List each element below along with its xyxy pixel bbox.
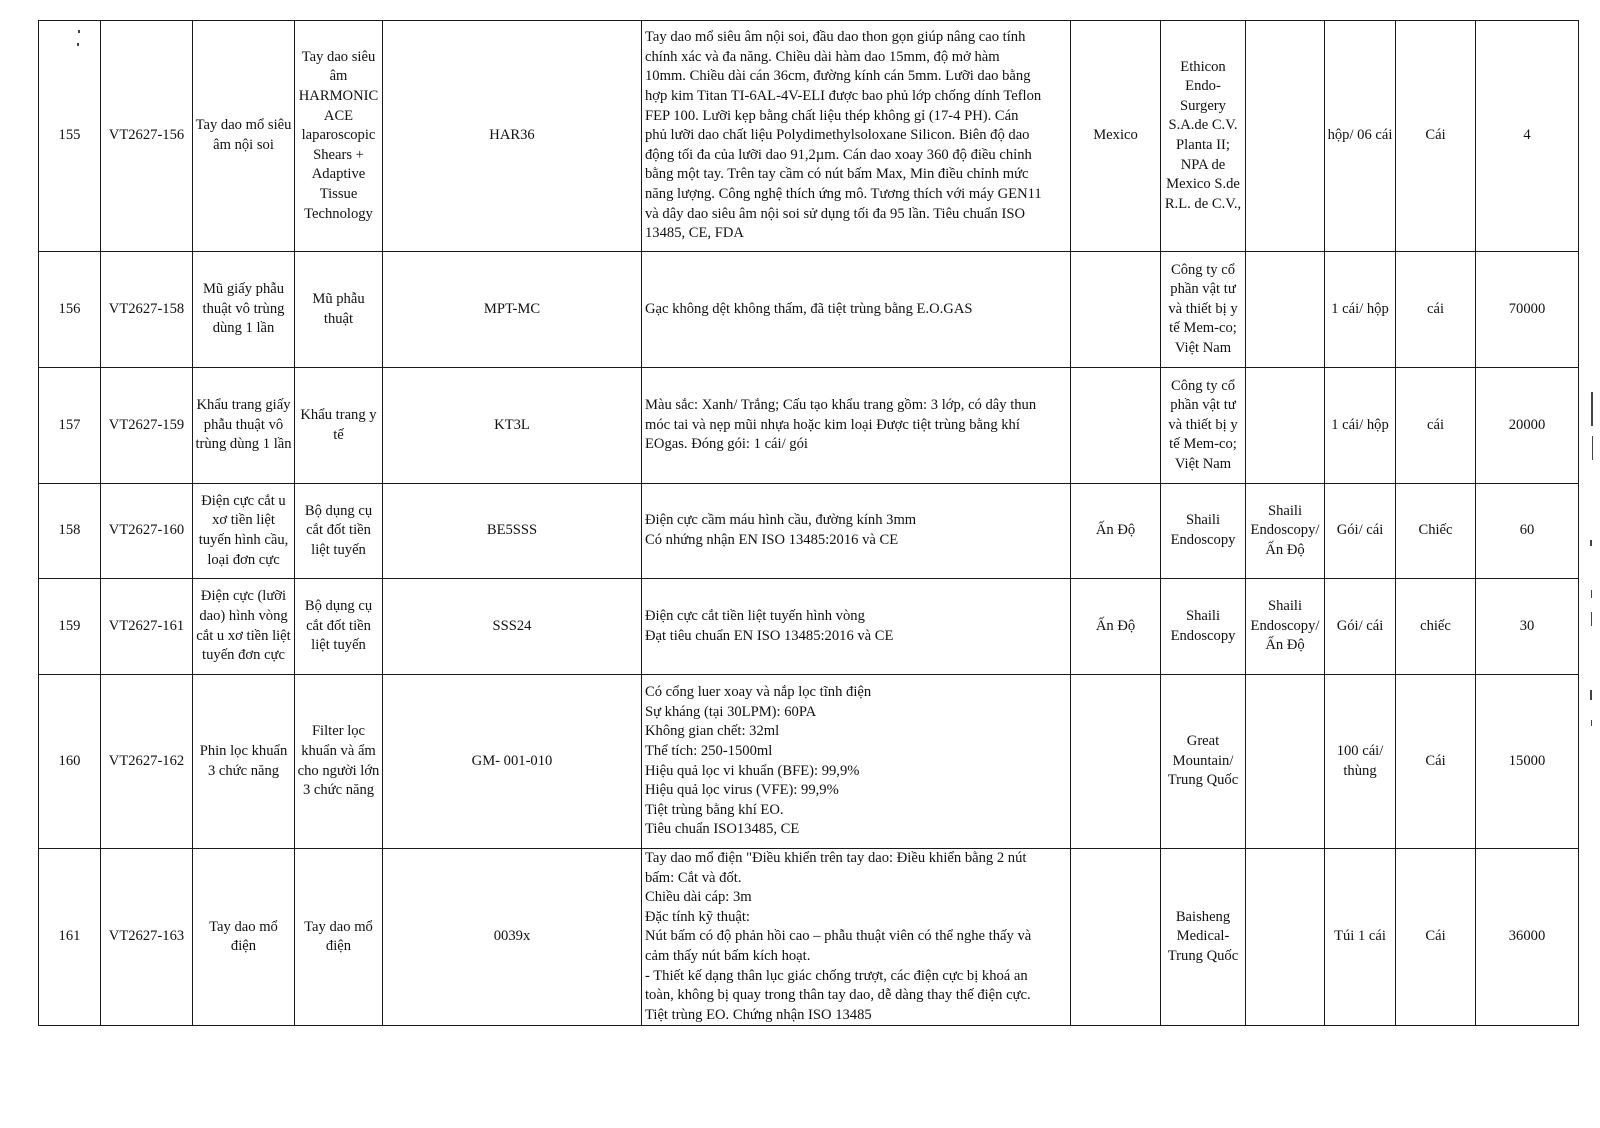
spec-line: Tiệt trùng EO. Chứng nhận ISO 13485 <box>645 1006 872 1023</box>
cell-name: Tay dao mổ điện <box>193 849 295 1026</box>
cell-code: VT2627-163 <box>101 849 193 1026</box>
cell-unit: Cái <box>1396 675 1476 849</box>
cell-name: Điện cực (lưỡi dao) hình vòng cắt u xơ tiền liệt tuyến đơn cực <box>193 579 295 675</box>
cell-model: HAR36 <box>383 21 642 252</box>
cell-owner <box>1246 21 1325 252</box>
cell-specification <box>642 675 1071 849</box>
cell-code: VT2627-158 <box>101 252 193 368</box>
spec-line: Đạt tiêu chuẩn EN ISO 13485:2016 và CE <box>645 627 894 644</box>
cell-origin <box>1071 849 1161 1026</box>
cell-code: VT2627-159 <box>101 368 193 484</box>
equipment-table <box>38 20 1579 1026</box>
cell-origin: Ấn Độ <box>1071 579 1161 675</box>
cell-packing: 1 cái/ hộp <box>1325 368 1396 484</box>
cell-name: Phin lọc khuẩn 3 chức năng <box>193 675 295 849</box>
cell-packing: Gói/ cái <box>1325 579 1396 675</box>
table-body <box>39 21 1579 1026</box>
table-row <box>39 368 1579 484</box>
cell-stt: 161 <box>39 849 101 1026</box>
cell-commercial-name: Tay dao mổ điện <box>295 849 383 1026</box>
cell-model: MPT-MC <box>383 252 642 368</box>
cell-name: Mũ giấy phẫu thuật vô trùng dùng 1 lần <box>193 252 295 368</box>
cell-owner <box>1246 849 1325 1026</box>
cell-manufacturer: Shaili Endoscopy <box>1161 579 1246 675</box>
cell-commercial-name: Bộ dụng cụ cắt đốt tiền liệt tuyến <box>295 484 383 579</box>
cell-stt: 160 <box>39 675 101 849</box>
cell-commercial-name: Khẩu trang y tế <box>295 368 383 484</box>
spec-line: Hiệu quả lọc vi khuẩn (BFE): 99,9% <box>645 762 860 779</box>
cell-quantity: 20000 <box>1476 368 1579 484</box>
cell-quantity: 70000 <box>1476 252 1579 368</box>
spec-line: Tay dao mổ siêu âm nội soi, đầu dao thon gọn giúp nâng cao tính <box>645 29 1026 46</box>
table-row <box>39 849 1579 1026</box>
cell-specification <box>642 484 1071 579</box>
cell-manufacturer: Shaili Endoscopy <box>1161 484 1246 579</box>
cell-specification <box>642 21 1071 252</box>
cell-commercial-name: Tay dao siêu âm HARMONIC ACE laparoscopic Shears + Adaptive Tissue Technology <box>295 21 383 252</box>
cell-unit: chiếc <box>1396 579 1476 675</box>
cell-name: Khẩu trang giấy phẫu thuật vô trùng dùng 1 lần <box>193 368 295 484</box>
cell-code: VT2627-162 <box>101 675 193 849</box>
spec-line: Tiêu chuẩn ISO13485, CE <box>645 821 800 838</box>
spec-line: Nút bấm có độ phản hồi cao – phẫu thuật viên có thể nghe thấy và <box>645 928 1032 945</box>
spec-line: Có cổng luer xoay và nắp lọc tĩnh điện <box>645 684 872 701</box>
cell-stt: 158 <box>39 484 101 579</box>
cell-manufacturer: Great Mountain/ Trung Quốc <box>1161 675 1246 849</box>
spec-line: Sự kháng (tại 30LPM): 60PA <box>645 703 817 720</box>
spec-line: FEP 100. Lưỡi kẹp bằng chất liệu thép không gỉ (17-4 PH). Cán <box>645 107 1019 124</box>
cell-commercial-name: Bộ dụng cụ cắt đốt tiền liệt tuyến <box>295 579 383 675</box>
table-row <box>39 675 1579 849</box>
spec-line: Điện cực cầm máu hình cầu, đường kính 3mm <box>645 512 917 529</box>
cell-commercial-name: Mũ phẫu thuật <box>295 252 383 368</box>
spec-line: Màu sắc: Xanh/ Trắng; Cấu tạo khẩu trang gồm: 3 lớp, có dây thun <box>645 397 1037 414</box>
cell-name: Tay dao mổ siêu âm nội soi <box>193 21 295 252</box>
scan-mark <box>1592 436 1593 460</box>
cell-specification <box>642 368 1071 484</box>
cell-quantity: 30 <box>1476 579 1579 675</box>
cell-unit: cái <box>1396 368 1476 484</box>
cell-model: BE5SSS <box>383 484 642 579</box>
cell-packing: Gói/ cái <box>1325 484 1396 579</box>
cell-unit: Cái <box>1396 849 1476 1026</box>
cell-quantity: 36000 <box>1476 849 1579 1026</box>
cell-specification <box>642 579 1071 675</box>
cell-origin <box>1071 675 1161 849</box>
scan-mark <box>1590 690 1592 700</box>
cell-stt: 159 <box>39 579 101 675</box>
cell-owner <box>1246 252 1325 368</box>
scan-mark <box>1591 590 1592 598</box>
cell-origin: Ấn Độ <box>1071 484 1161 579</box>
spec-line: Tay dao mổ điện "Điều khiển trên tay dao: Điều khiển bằng 2 nút <box>645 850 1027 866</box>
scan-mark <box>1591 392 1593 426</box>
cell-origin <box>1071 368 1161 484</box>
spec-line: Điện cực cắt tiền liệt tuyến hình vòng <box>645 607 865 624</box>
spec-line: móc tai và nẹp mũi nhựa hoặc kim loại Được tiệt trùng bằng khí <box>645 416 1020 433</box>
scan-mark <box>1591 612 1592 626</box>
spec-line: toàn, không bị quay trong thân tay dao, dễ dàng thay thế điện cực. <box>645 987 1031 1004</box>
spec-line: hợp kim Titan TI-6AL-4V-ELI được bao phủ lớp chống dính Teflon <box>645 88 1042 105</box>
scan-mark <box>1590 540 1592 546</box>
cell-packing: 1 cái/ hộp <box>1325 252 1396 368</box>
spec-line: phủ lưỡi dao chất liệu Polydimethylsoloxane Silicon. Biên độ dao <box>645 127 1030 144</box>
cell-specification <box>642 849 1071 1026</box>
spec-line: năng lượng. Công nghệ thích ứng mô. Tương thích với máy GEN11 <box>645 185 1042 202</box>
scan-mark <box>1591 720 1592 726</box>
cell-origin: Mexico <box>1071 21 1161 252</box>
table-row <box>39 252 1579 368</box>
cell-packing: Túi 1 cái <box>1325 849 1396 1026</box>
cell-quantity: 15000 <box>1476 675 1579 849</box>
cell-manufacturer: Công ty cổ phần vật tư và thiết bị y tế Mem-co; Việt Nam <box>1161 252 1246 368</box>
spec-line: Có nhứng nhận EN ISO 13485:2016 và CE <box>645 532 899 548</box>
spec-line: EOgas. Đóng gói: 1 cái/ gói <box>645 436 808 453</box>
cell-owner: Shaili Endoscopy/ Ấn Độ <box>1246 484 1325 579</box>
spec-line: động tối đa của lưỡi dao 91,2µm. Cán dao xoay 360 độ điều chỉnh <box>645 146 1032 163</box>
cell-packing: 100 cái/ thùng <box>1325 675 1396 849</box>
spec-line: và dây dao siêu âm nội soi sử dụng tối đa 95 lần. Tiêu chuẩn ISO <box>645 205 1026 222</box>
spec-line: - Thiết kế dạng thân lục giác chống trượt, các điện cực bị khoá an <box>645 967 1028 984</box>
cell-unit: Cái <box>1396 21 1476 252</box>
cell-stt: 155 <box>39 21 101 252</box>
cell-model: KT3L <box>383 368 642 484</box>
cell-code: VT2627-161 <box>101 579 193 675</box>
spec-line: Hiệu quả lọc virus (VFE): 99,9% <box>645 782 839 799</box>
spec-line: Chiều dài cáp: 3m <box>645 889 752 906</box>
spec-line: bằng một tay. Trên tay cầm có nút bấm Max, Min điều chỉnh mức <box>645 166 1029 183</box>
cell-code: VT2627-160 <box>101 484 193 579</box>
cell-model: SSS24 <box>383 579 642 675</box>
spec-line: Thể tích: 250-1500ml <box>645 742 773 759</box>
spec-line: bấm: Cắt và đốt. <box>645 869 742 886</box>
table-row <box>39 484 1579 579</box>
spec-line: 13485, CE, FDA <box>645 225 744 242</box>
cell-stt: 156 <box>39 252 101 368</box>
table-row <box>39 579 1579 675</box>
cell-owner: Shaili Endoscopy/ Ấn Độ <box>1246 579 1325 675</box>
cell-commercial-name: Filter lọc khuẩn và ẩm cho người lớn 3 chức năng <box>295 675 383 849</box>
cell-name: Điện cực cắt u xơ tiền liệt tuyến hình cầu, loại đơn cực <box>193 484 295 579</box>
cell-manufacturer: Công ty cổ phần vật tư và thiết bị y tế Mem-co; Việt Nam <box>1161 368 1246 484</box>
spec-line: Không gian chết: 32ml <box>645 723 780 740</box>
cell-origin <box>1071 252 1161 368</box>
cell-owner <box>1246 368 1325 484</box>
cell-model: GM- 001-010 <box>383 675 642 849</box>
cell-quantity: 60 <box>1476 484 1579 579</box>
cell-owner <box>1246 675 1325 849</box>
cell-unit: cái <box>1396 252 1476 368</box>
spec-line: cảm thấy nút bấm kích hoạt. <box>645 947 811 964</box>
cell-packing: hộp/ 06 cái <box>1325 21 1396 252</box>
cell-stt: 157 <box>39 368 101 484</box>
spec-line: chính xác và đa năng. Chiều dài hàm dao 15mm, độ mở hàm <box>645 48 1000 65</box>
cell-code: VT2627-156 <box>101 21 193 252</box>
scan-mark <box>78 30 80 33</box>
cell-model: 0039x <box>383 849 642 1026</box>
cell-quantity: 4 <box>1476 21 1579 252</box>
table-row <box>39 21 1579 252</box>
scan-mark <box>77 43 79 46</box>
cell-manufacturer: Baisheng Medical- Trung Quốc <box>1161 849 1246 1026</box>
spec-line: 10mm. Chiều dài cán 36cm, đường kính cán 5mm. Lưỡi dao bằng <box>645 68 1031 85</box>
spec-line: Tiệt trùng bằng khí EO. <box>645 801 784 818</box>
spec-line: Đặc tính kỹ thuật: <box>645 908 750 925</box>
cell-manufacturer: Ethicon Endo-Surgery S.A.de C.V. Planta II; NPA de Mexico S.de R.L. de C.V., <box>1161 21 1246 252</box>
spec-line: Gạc không dệt không thấm, đã tiệt trùng bằng E.O.GAS <box>645 300 973 317</box>
cell-unit: Chiếc <box>1396 484 1476 579</box>
cell-specification <box>642 252 1071 368</box>
